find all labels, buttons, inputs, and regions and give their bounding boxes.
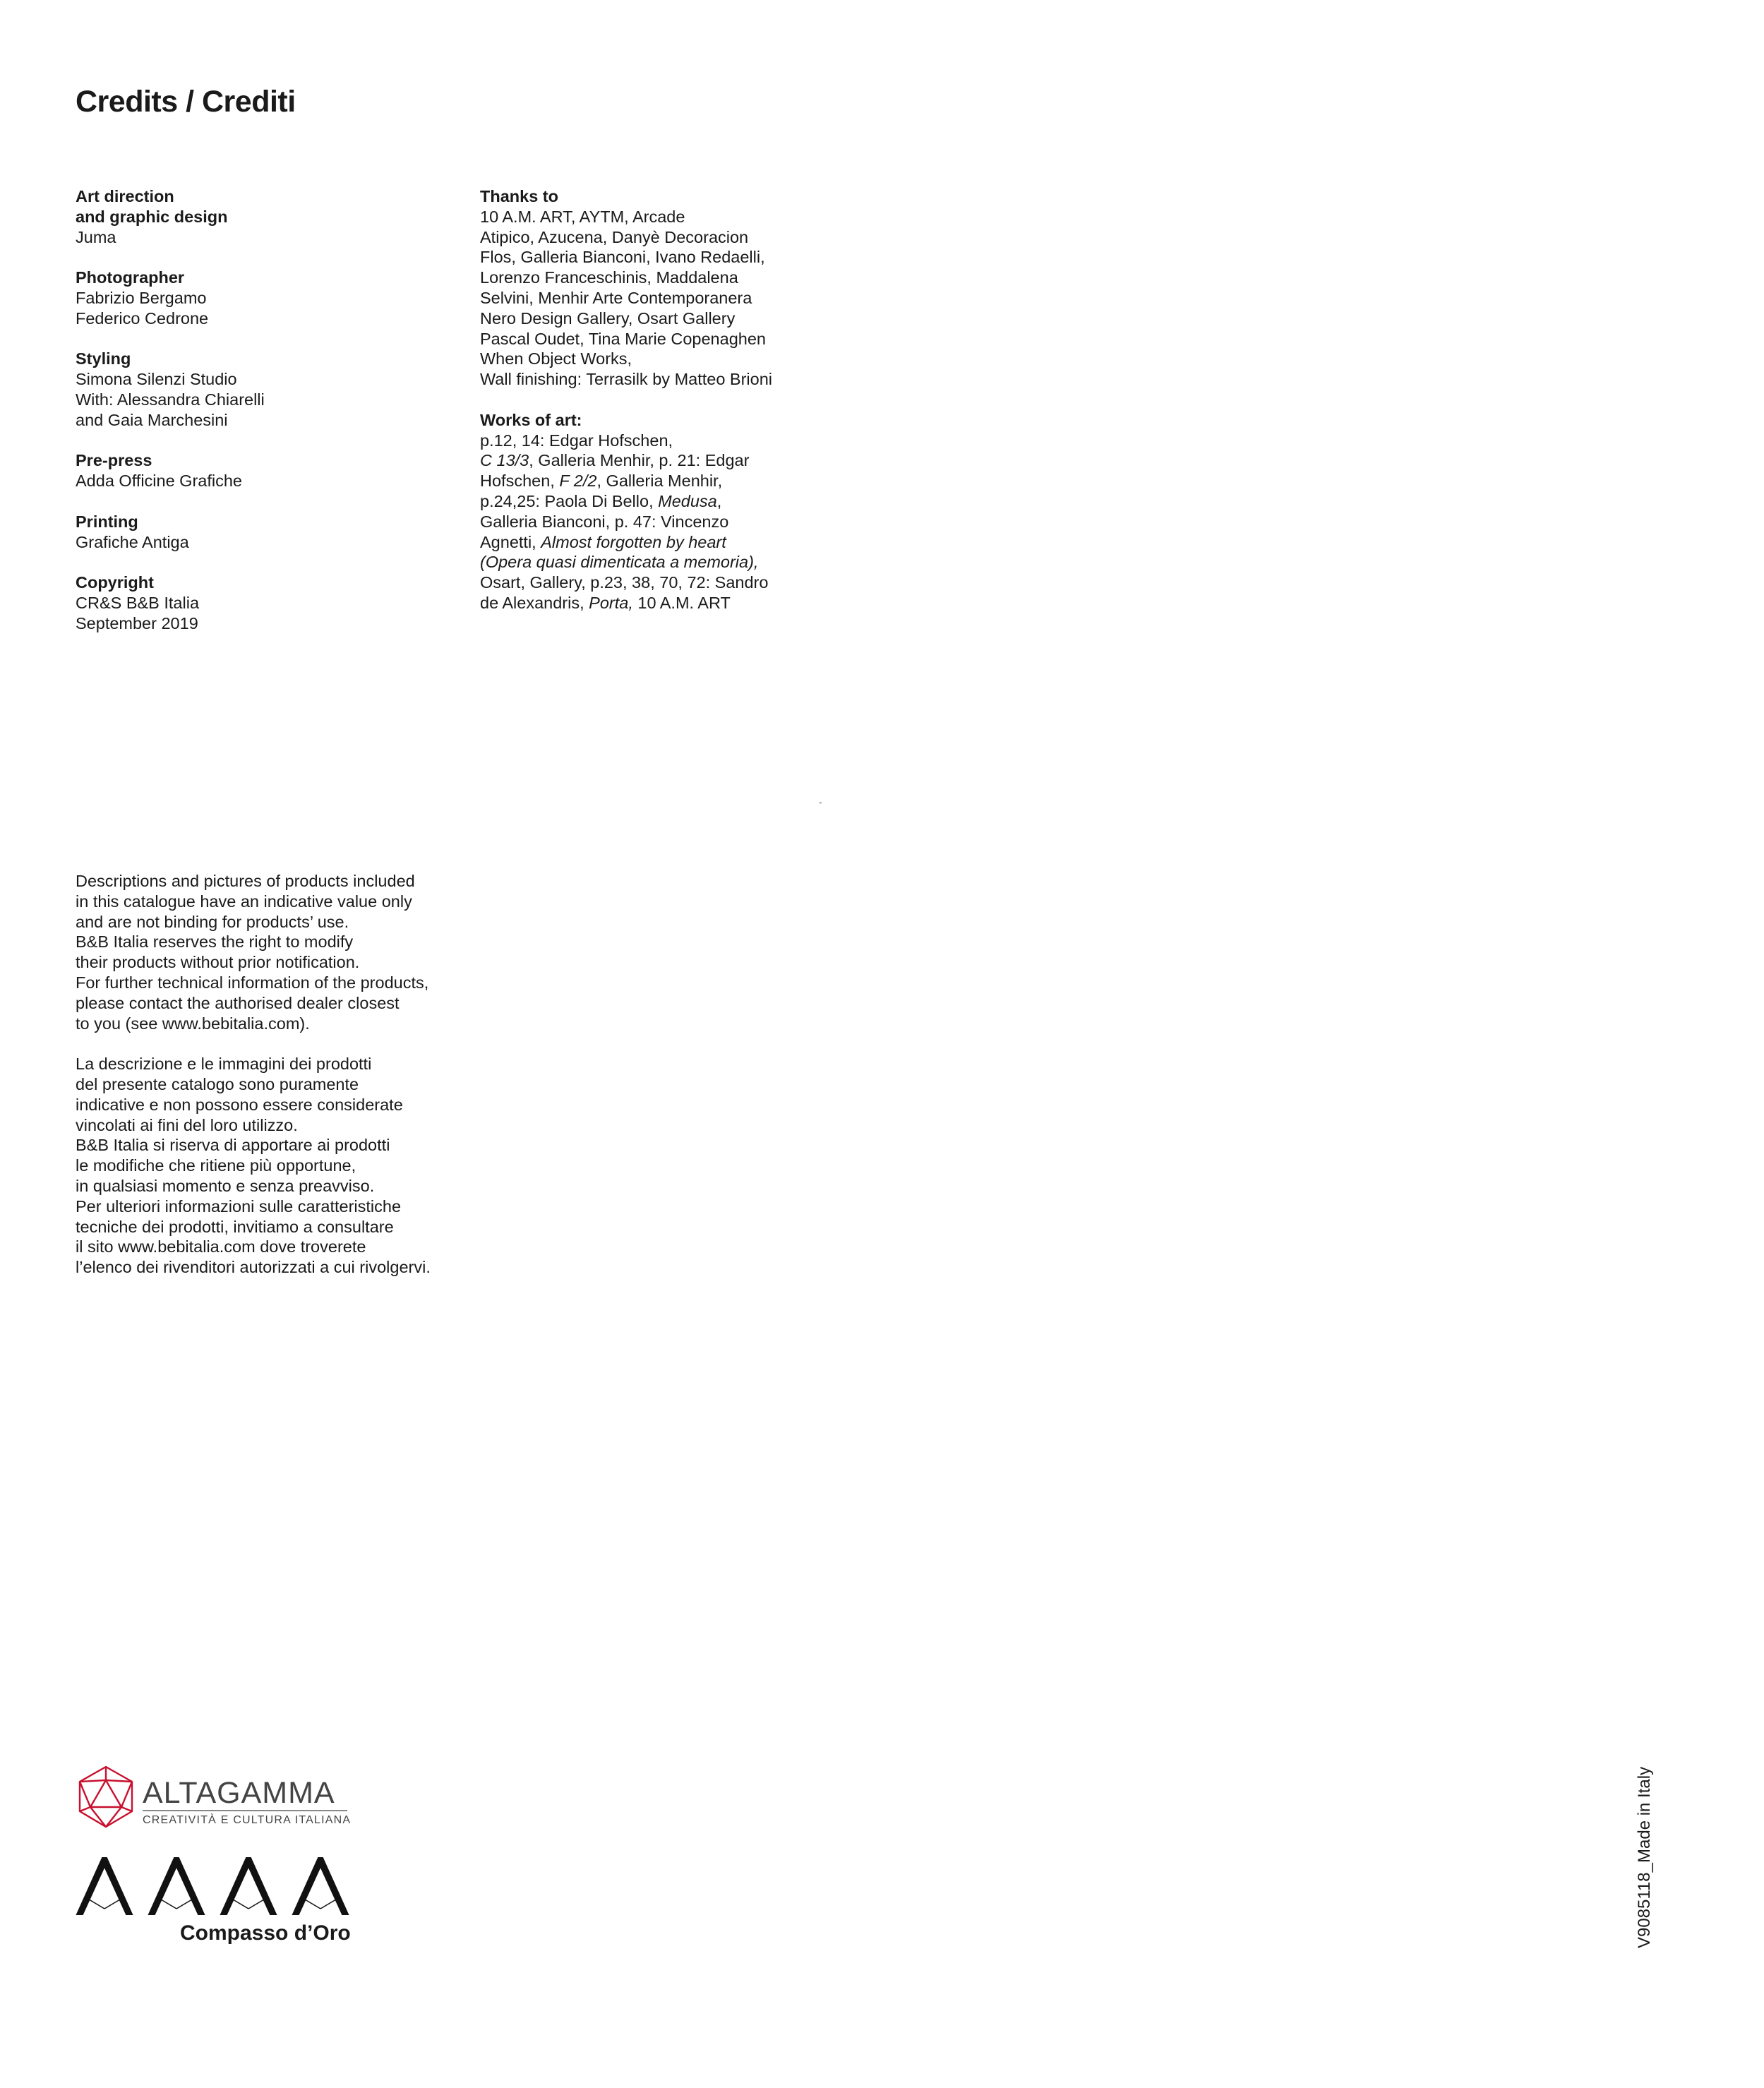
artwork-title: F 2/2 xyxy=(559,472,597,491)
thanks-line: Selvini, Menhir Arte Contemporanera xyxy=(480,288,752,307)
credit-heading: Printing xyxy=(76,512,138,531)
compasso-doro-marks-icon xyxy=(76,1856,358,1916)
center-mark: - xyxy=(819,796,822,808)
works-line xyxy=(480,491,875,512)
disclaimer-line: indicative e non possono essere considerate xyxy=(76,1095,403,1114)
works-text: Hofschen, xyxy=(480,472,560,491)
works-text: p.12, 14: Edgar Hofschen, xyxy=(480,431,673,450)
disclaimer-line: in this catalogue have an indicative value only xyxy=(76,892,412,911)
thanks-line: Pascal Oudet, Tina Marie Copenaghen xyxy=(480,329,766,348)
thanks-line: Lorenzo Franceschinis, Maddalena xyxy=(480,268,738,287)
credit-line: Fabrizio Bergamo xyxy=(76,288,207,307)
disclaimer-line: their products without prior notification. xyxy=(76,953,360,972)
disclaimer-line: La descrizione e le immagini dei prodotti xyxy=(76,1055,372,1074)
credit-line: Juma xyxy=(76,227,116,246)
disclaimer-english xyxy=(76,871,499,1033)
credit-line: With: Alessandra Chiarelli xyxy=(76,390,265,409)
altagamma-icosahedron-icon xyxy=(76,1765,136,1830)
works-text: Agnetti, xyxy=(480,532,541,551)
disclaimer xyxy=(76,871,499,1298)
catalogue-code: V9085118_Made in Italy xyxy=(1635,1766,1654,1948)
credits-right-column xyxy=(480,186,875,634)
credit-heading: Styling xyxy=(76,349,131,368)
altagamma-wordmark: ALTAGAMMA xyxy=(143,1776,335,1810)
credit-line: and Gaia Marchesini xyxy=(76,410,228,429)
credit-line: Federico Cedrone xyxy=(76,308,209,328)
credit-heading: and graphic design xyxy=(76,207,228,226)
credit-line: CR&S B&B Italia xyxy=(76,593,200,612)
works-line xyxy=(480,471,875,491)
works-line xyxy=(480,593,875,613)
thanks-section xyxy=(480,186,875,390)
disclaimer-line: please contact the authorised dealer closest xyxy=(76,993,400,1012)
credit-heading: Copyright xyxy=(76,573,154,592)
credit-section xyxy=(76,450,443,491)
credit-section xyxy=(76,186,443,247)
works-text: , xyxy=(716,491,722,510)
works-text: , Galleria Menhir, xyxy=(596,472,723,491)
works-text: 10 A.M. ART xyxy=(632,593,731,612)
works-text: Galleria Bianconi, p. 47: Vincenzo xyxy=(480,512,729,531)
page-title: Credits / Crediti xyxy=(76,85,296,119)
credit-section xyxy=(76,349,443,430)
disclaimer-line: B&B Italia si riserva di apportare ai prodotti xyxy=(76,1136,390,1155)
disclaimer-line: For further technical information of the products, xyxy=(76,973,429,992)
credit-line: Grafiche Antiga xyxy=(76,532,189,551)
artwork-title: (Opera quasi dimenticata a memoria), xyxy=(480,553,759,572)
thanks-line: Nero Design Gallery, Osart Gallery xyxy=(480,308,736,328)
thanks-line: Wall finishing: Terrasilk by Matteo Brioni xyxy=(480,370,773,389)
thanks-line: Atipico, Azucena, Danyè Decoracion xyxy=(480,227,749,246)
credit-line: Adda Officine Grafiche xyxy=(76,472,242,491)
works-line xyxy=(480,572,875,593)
works-line xyxy=(480,532,875,553)
credit-section xyxy=(76,572,443,633)
disclaimer-line: B&B Italia reserves the right to modify xyxy=(76,932,354,952)
credit-line: Simona Silenzi Studio xyxy=(76,370,237,389)
disclaimer-line: in qualsiasi momento e senza preavviso. xyxy=(76,1176,375,1195)
disclaimer-line: vincolati ai fini del loro utilizzo. xyxy=(76,1115,298,1134)
compasso-doro-wordmark: Compasso d’Oro xyxy=(180,1921,351,1945)
credit-section xyxy=(76,268,443,328)
altagamma-logo xyxy=(76,1765,358,1832)
works-text: Osart, Gallery, p.23, 38, 70, 72: Sandro xyxy=(480,573,769,592)
altagamma-rule xyxy=(143,1810,347,1811)
disclaimer-italian xyxy=(76,1054,499,1278)
works-line xyxy=(480,552,875,572)
works-text: p.24,25: Paola Di Bello, xyxy=(480,491,659,510)
disclaimer-line: to you (see www.bebitalia.com). xyxy=(76,1014,310,1033)
works-line xyxy=(480,431,875,451)
disclaimer-line: le modifiche che ritiene più opportune, xyxy=(76,1156,356,1175)
credit-heading: Art direction xyxy=(76,187,174,205)
credit-section xyxy=(76,512,443,553)
artwork-title: Almost forgotten by heart xyxy=(541,532,726,551)
disclaimer-line: del presente catalogo sono puramente xyxy=(76,1074,359,1093)
compasso-doro-logo xyxy=(76,1856,358,1948)
artwork-title: C 13/3 xyxy=(480,451,529,470)
works-line xyxy=(480,512,875,532)
works-section xyxy=(480,410,875,613)
altagamma-tagline: CREATIVITÀ E CULTURA ITALIANA xyxy=(143,1814,352,1826)
disclaimer-line: il sito www.bebitalia.com dove troverete xyxy=(76,1237,366,1256)
disclaimer-line: and are not binding for products’ use. xyxy=(76,912,349,931)
thanks-line: 10 A.M. ART, AYTM, Arcade xyxy=(480,207,685,226)
credits-left-column xyxy=(76,186,443,654)
thanks-line: Flos, Galleria Bianconi, Ivano Redaelli, xyxy=(480,248,765,267)
disclaimer-line: l’elenco dei rivenditori autorizzati a cui rivolgervi. xyxy=(76,1258,431,1277)
artwork-title: Porta, xyxy=(589,593,633,612)
credit-heading: Pre-press xyxy=(76,451,152,470)
disclaimer-line: Per ulteriori informazioni sulle caratteristiche xyxy=(76,1196,402,1216)
artwork-title: Medusa xyxy=(658,491,717,510)
works-heading: Works of art: xyxy=(480,410,582,429)
works-text: de Alexandris, xyxy=(480,593,589,612)
works-line xyxy=(480,450,875,471)
thanks-line: When Object Works, xyxy=(480,349,632,368)
disclaimer-line: tecniche dei prodotti, invitiamo a consultare xyxy=(76,1217,394,1236)
thanks-heading: Thanks to xyxy=(480,187,558,205)
disclaimer-line: Descriptions and pictures of products included xyxy=(76,872,415,890)
credit-line: September 2019 xyxy=(76,613,198,632)
credit-heading: Photographer xyxy=(76,268,185,287)
works-text: , Galleria Menhir, p. 21: Edgar xyxy=(529,451,750,470)
